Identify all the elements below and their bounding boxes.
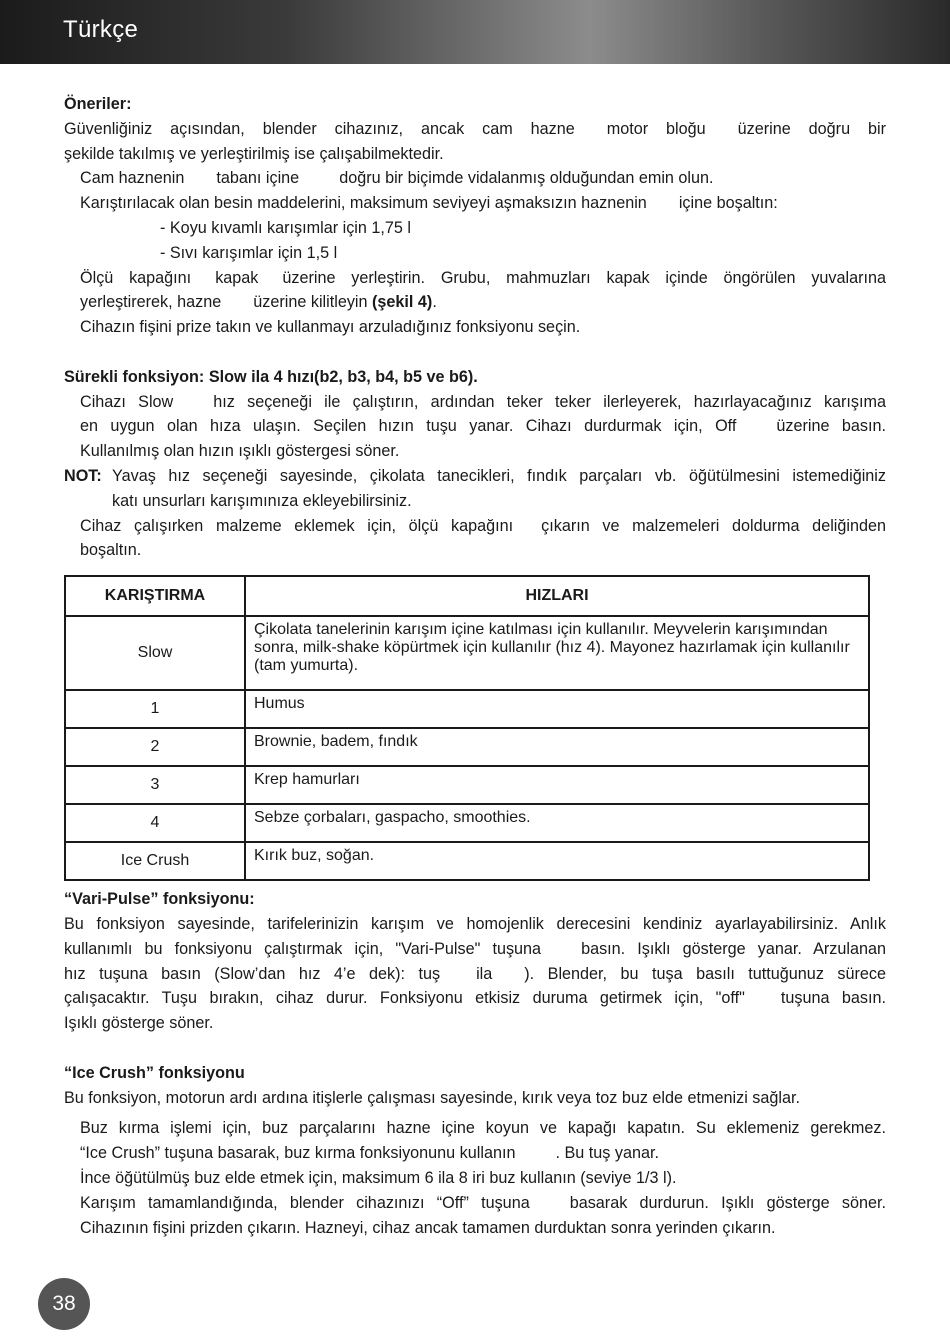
column-header-karistirma: KARIŞTIRMA <box>65 576 245 616</box>
instruction-line: Kullanılmış olan hızın ışıklı göstergesi söner. <box>80 442 400 461</box>
usage-cell: Çikolata tanelerinin karışım içine katılması için kullanılır. Meyvelerin karışımından sonra, milk-shake köpürtmek için kullanılır (hız 4). Mayonez hazırlamak için kullanılır (tam yumurta). <box>245 616 869 690</box>
speed-cell: 4 <box>65 804 245 842</box>
instruction-line: Karışım tamamlandığında, blender cihazınızı “Off” tuşuna basarak durdurun. Işıklı gösterge söner. <box>80 1193 886 1212</box>
instruction-line: Cihazı Slow hız seçeneği ile çalıştırın, ardından teker teker ilerleyerek, hazırlayacağınız karışıma <box>80 392 887 411</box>
page-number-badge: 38 <box>38 1278 90 1330</box>
instruction-line: en uygun olan hıza ulaşın. Seçilen hızın tuşu yanar. Cihazı durdurmak için, Off üzerine basın. <box>80 417 887 436</box>
page-content <box>64 92 886 1240</box>
instruction-line: yerleştirerek, hazne üzerine kilitleyin (şekil 4). <box>80 293 437 312</box>
table-row <box>65 766 869 804</box>
instruction-line: “Ice Crush” tuşuna basarak, buz kırma fonksiyonunu kullanın . Bu tuş yanar. <box>80 1144 659 1163</box>
page-header <box>0 0 950 64</box>
note <box>64 464 886 514</box>
instruction-line: İnce öğütülmüş buz elde etmek için, maksimum 6 ila 8 iri buz kullanın (seviye 1/3 l). <box>80 1168 677 1187</box>
instruction-line: Cihazın fişini prize takın ve kullanmayı arzuladığınız fonksiyonu seçin. <box>80 318 581 337</box>
instruction-line: Ölçü kapağını kapak üzerine yerleştirin. Grubu, mahmuzları kapak içinde öngörülen yuvalarına <box>80 268 887 287</box>
sub-item-line: - Koyu kıvamlı karışımlar için 1,75 l <box>160 218 411 237</box>
speed-cell: Slow <box>65 616 245 690</box>
usage-cell: Sebze çorbaları, gaspacho, smoothies. <box>245 804 869 842</box>
instruction-line: Karıştırılacak olan besin maddelerini, maksimum seviyeyi aşmaksızın haznenin içine boşaltın: <box>80 194 778 213</box>
note-label: NOT: <box>64 466 102 485</box>
note-body: Yavaş hız seçeneği sayesinde, çikolata tanecikleri, fındık parçaları vb. öğütülmesini istemediğiniz katı unsurları karışımınıza ekleyebilirsiniz. <box>112 466 886 510</box>
table-header-row <box>65 576 869 616</box>
speed-table <box>64 575 870 881</box>
section-title-oneriler: Öneriler: <box>64 95 132 113</box>
paragraph-line: Bu fonksiyon, motorun ardı ardına itişlerle çalışması sayesinde, kırık veya toz buz elde etmenizi sağlar. <box>64 1088 800 1107</box>
instruction-line: boşaltın. <box>80 541 142 560</box>
paragraph-line: Bu fonksiyon sayesinde, tarifelerinizin karışım ve homojenlik derecesini kendiniz ayarlayabilirsiniz. Anlık <box>64 914 886 933</box>
table-row <box>65 690 869 728</box>
language-title: Türkçe <box>63 16 139 43</box>
usage-cell: Kırık buz, soğan. <box>245 842 869 880</box>
usage-cell: Krep hamurları <box>245 766 869 804</box>
speed-cell: 3 <box>65 766 245 804</box>
table-row <box>65 616 869 690</box>
section-title-varipulse: “Vari-Pulse” fonksiyonu: <box>64 890 255 909</box>
paragraph-line: çalışacaktır. Tuşu bırakın, cihaz durur. Fonksiyonu etkisiz duruma getirmek için, "off" tuşuna basın. <box>64 989 886 1008</box>
usage-cell: Humus <box>245 690 869 728</box>
sub-item-line: - Sıvı karışımlar için 1,5 l <box>160 243 338 262</box>
speed-cell: Ice Crush <box>65 842 245 880</box>
section-title-surekli: Sürekli fonksiyon: Slow ila 4 hızı(b2, b3, b4, b5 ve b6). <box>64 367 478 386</box>
instruction-line: Cihaz çalışırken malzeme eklemek için, ölçü kapağını çıkarın ve malzemeleri doldurma deliğinden <box>80 516 886 535</box>
paragraph-line: kullanımlı bu fonksiyonu çalıştırmak için, "Vari-Pulse" tuşuna basın. Işıklı gösterge yanar. Arzulanan <box>64 939 886 958</box>
table-row <box>65 728 869 766</box>
paragraph-line: Güvenliğiniz açısından, blender cihazınız, ancak cam hazne motor bloğu üzerine doğru bir <box>64 119 887 138</box>
paragraph-line: Işıklı gösterge söner. <box>64 1014 214 1033</box>
instruction-line: Cam haznenin tabanı içine doğru bir biçimde vidalanmış olduğundan emin olun. <box>80 169 714 188</box>
column-header-hizlari: HIZLARI <box>245 576 869 616</box>
table-row <box>65 804 869 842</box>
instruction-line: Buz kırma işlemi için, buz parçalarını hazne içine koyun ve kapağı kapatın. Su eklemeniz gerekmez. <box>80 1119 886 1138</box>
speed-cell: 1 <box>65 690 245 728</box>
paragraph-line: hız tuşuna basın (Slow’dan hız 4’e dek): tuş ila ). Blender, bu tuşa basılı tuttuğunuz sürece <box>64 964 886 983</box>
usage-cell: Brownie, badem, fındık <box>245 728 869 766</box>
paragraph-line: şekilde takılmış ve yerleştirilmiş ise çalışabilmektedir. <box>64 144 444 163</box>
instruction-line: Cihazının fişini prizden çıkarın. Hazneyi, cihaz ancak tamamen durduktan sonra yerinden çıkarın. <box>80 1218 776 1237</box>
table-row <box>65 842 869 880</box>
section-title-icecrush: “Ice Crush” fonksiyonu <box>64 1063 245 1082</box>
speed-cell: 2 <box>65 728 245 766</box>
